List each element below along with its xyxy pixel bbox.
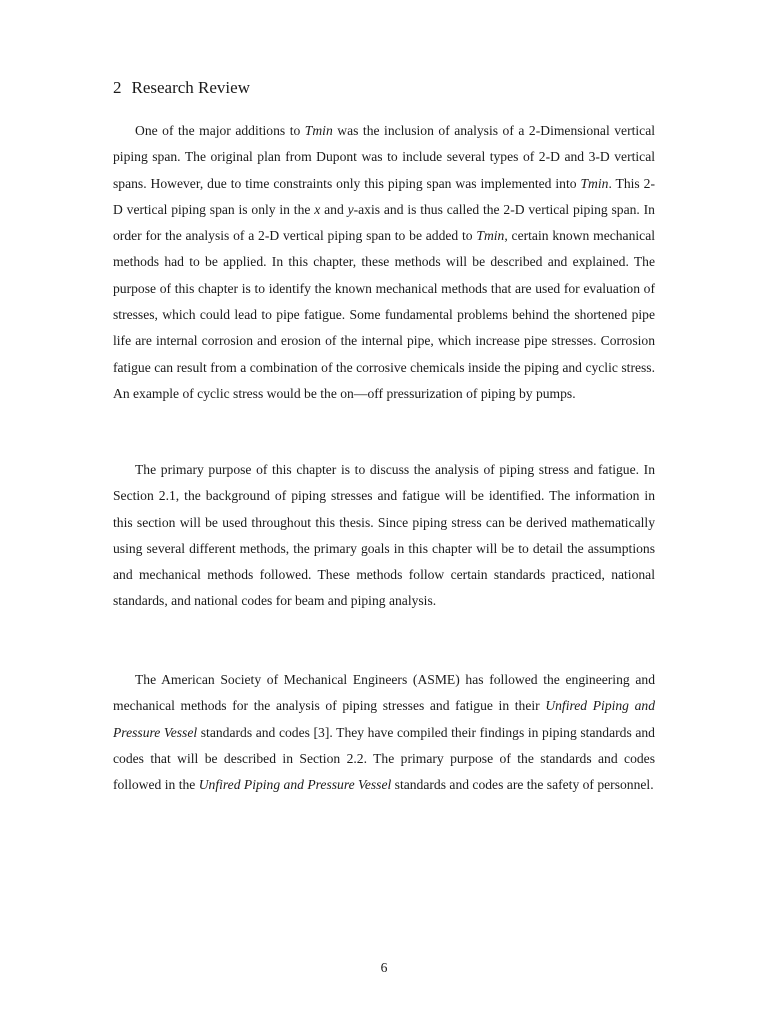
text-run: standards and codes are the safety of personnel.: [391, 777, 654, 793]
page-number: 6: [380, 960, 388, 975]
paragraph-text: [113, 457, 655, 615]
italic-term: Unfired Piping and Pressure Vessel: [198, 777, 392, 793]
section-title: Research Review: [131, 78, 250, 97]
text-run: The primary purpose of this chapter is to discuss the analysis of piping stress and fatigue. In Section 2.1, the background of piping stresses and fatigue will be identified. The information in this section will be used throughout this thesis. Since piping stress can be derived mathematically using several different methods, the primary goals in this chapter will be to detail the assumptions and mechanical methods followed. These methods follow certain standards practiced, national standards, and national codes for beam and piping analysis.: [113, 462, 655, 609]
section-heading: [113, 78, 250, 98]
section-number: 2: [113, 78, 122, 97]
text-run: The American Society of Mechanical Engineers (ASME) has followed the engineering and mechanical methods for the analysis of piping stresses and fatigue in their: [113, 672, 655, 714]
italic-term: Tmin: [476, 228, 505, 244]
paragraph-text: [113, 667, 655, 798]
text-run: , certain known mechanical methods had to be applied. In this chapter, these methods will be described and explained. The purpose of this chapter is to identify the known mechanical methods that are used for evaluation of stresses, which could lead to pipe fatigue. Some fundamental problems behind the shortened pipe life are internal corrosion and erosion of the internal pipe, which increase pipe stresses. Corrosion fatigue can result from a combination of the corrosive chemicals inside the piping and cyclic stress. An example of cyclic stress would be the on—off pressurization of piping by pumps.: [113, 228, 656, 401]
text-run: -axis and is thus called the 2-D vertical piping span. In order for the analysis of a 2-D vertical piping span to be added to: [113, 201, 655, 244]
italic-term: Tmin: [304, 123, 333, 138]
text-run: standards and codes [3]. They have compiled their findings in piping standards and codes that will be described in Section 2.2. The primary purpose of the standards and codes followed in the: [113, 724, 655, 793]
paragraph-3: [113, 667, 655, 798]
italic-term: x: [314, 201, 321, 217]
text-run: . This 2-D vertical piping span is only in the: [113, 175, 655, 217]
paragraph-text: [113, 118, 655, 407]
italic-term: Unfired Piping and Pressure Vessel: [113, 698, 656, 740]
text-run: and: [320, 201, 348, 217]
italic-term: Tmin: [580, 175, 609, 191]
paragraph-1: [113, 118, 655, 407]
italic-term: y: [347, 201, 354, 217]
paragraph-2: [113, 457, 655, 615]
text-run: One of the major additions to: [135, 123, 305, 138]
text-run: was the inclusion of analysis of a 2-Dimensional vertical piping span. The original plan from Dupont was to include several types of 2-D and 3-D vertical spans. However, due to time constraints only this piping span was implemented into: [113, 123, 655, 191]
